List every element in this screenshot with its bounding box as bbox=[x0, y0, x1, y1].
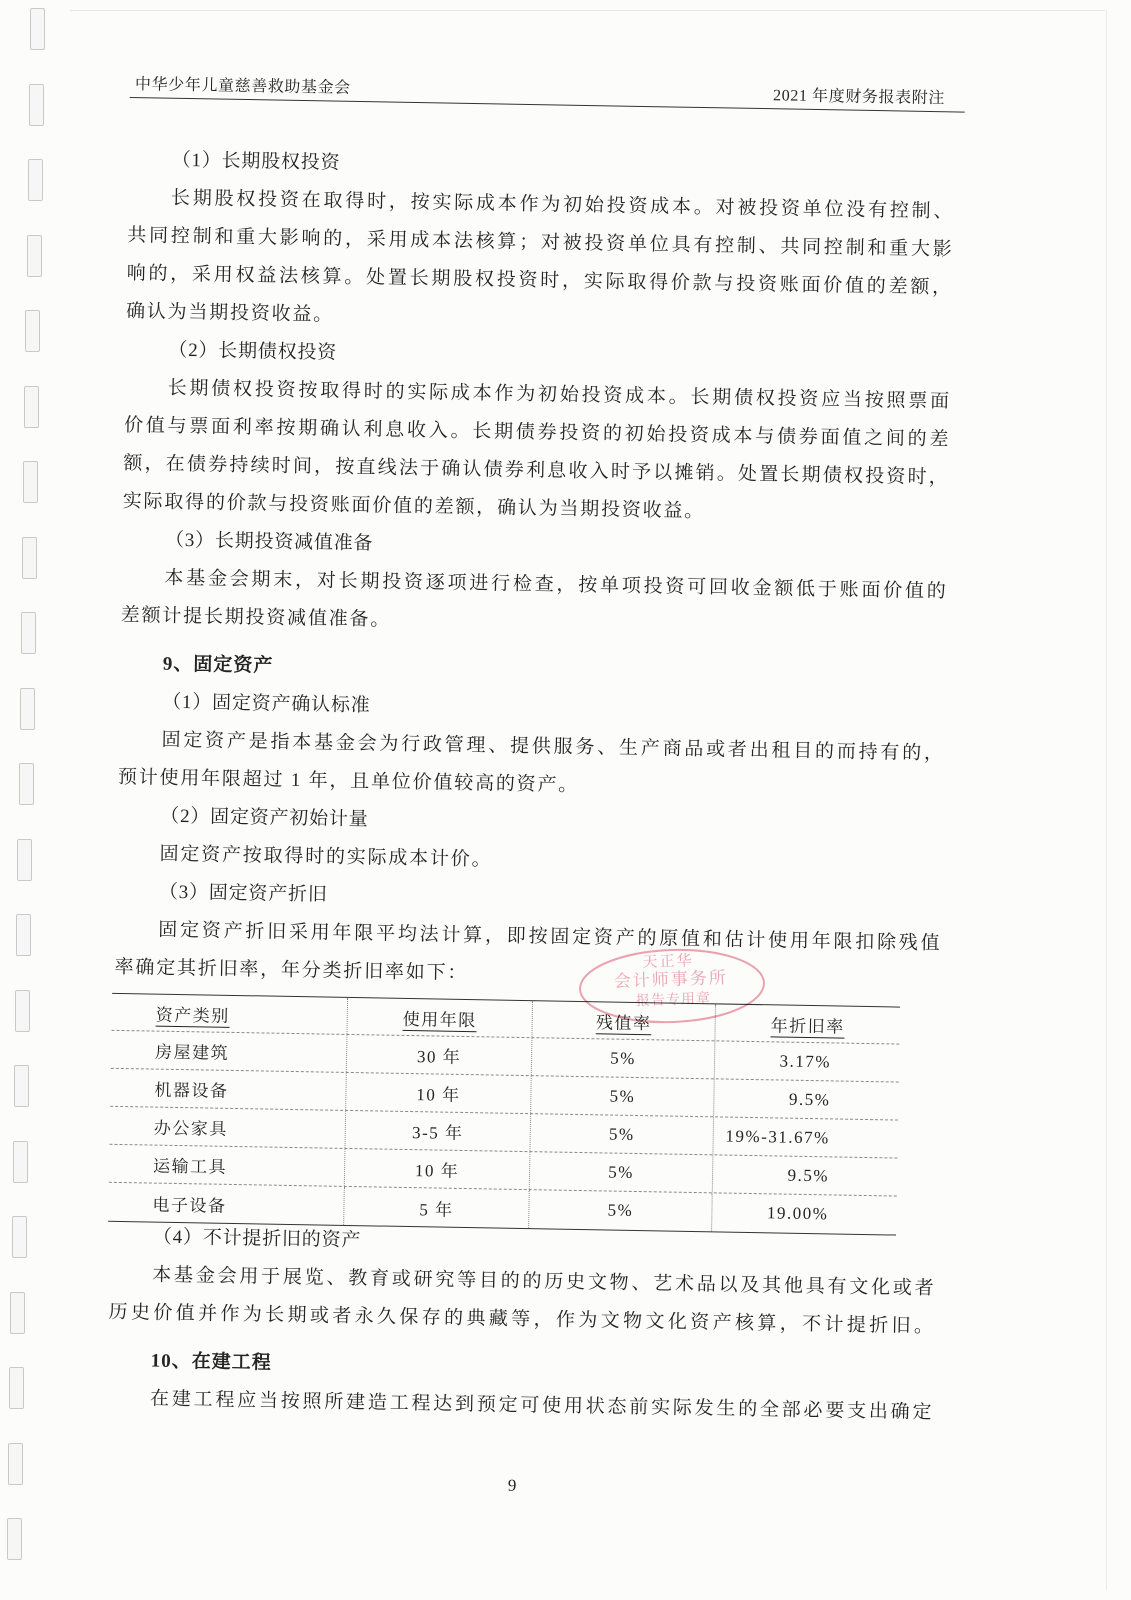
document-body bbox=[107, 141, 954, 1432]
organization-name: 中华少年儿童慈善救助基金会 bbox=[134, 76, 351, 97]
paragraph-line: 固定资产折旧采用年限平均法计算，即按固定资产的原值和估计使用年限扣除残值 bbox=[158, 919, 941, 955]
binding-hole bbox=[20, 688, 35, 730]
paragraph-line: 本基金会期末，对长期投资逐项进行检查，按单项投资可回收金额低于账面价值的 bbox=[164, 567, 947, 603]
binding-hole bbox=[8, 1443, 23, 1485]
paragraph-line: 历史价值并作为长期或者永久保存的典藏等，作为文物文化资产核算，不计提折旧。 bbox=[108, 1301, 934, 1338]
table-cell: 5% bbox=[529, 1152, 713, 1192]
section-equity-investment bbox=[126, 141, 954, 345]
seal-text-top: 天正华 bbox=[642, 953, 694, 972]
section-heading: 9、固定资产 bbox=[162, 653, 274, 677]
scan-edge-right bbox=[1106, 10, 1107, 1590]
paragraph-line: 实际取得的价款与投资账面价值的差额，确认为当期投资收益。 bbox=[122, 490, 706, 523]
report-title: 2021 年度财务报表附注 bbox=[772, 87, 946, 108]
paragraph-line: 预计使用年限超过 1 年，且单位价值较高的资产。 bbox=[117, 766, 580, 796]
binding-hole bbox=[25, 310, 40, 352]
depreciation-rate-table bbox=[108, 993, 900, 1236]
table-cell: 19%-31.67% bbox=[712, 1117, 898, 1157]
column-residual-rate: 残值率 bbox=[595, 1012, 652, 1033]
column-asset-category: 资产类别 bbox=[155, 1005, 230, 1026]
subsection-heading: （1）固定资产确认标准 bbox=[162, 691, 371, 717]
running-header bbox=[130, 72, 965, 113]
subsection-heading: （2）固定资产初始计量 bbox=[160, 805, 369, 831]
binding-hole bbox=[16, 914, 31, 956]
subsection-heading: （4）不计提折旧的资产 bbox=[152, 1226, 362, 1252]
table-header-cell bbox=[112, 994, 348, 1034]
subsection-heading: （2）长期债权投资 bbox=[168, 339, 338, 364]
table-cell: 9.5% bbox=[712, 1155, 898, 1195]
paragraph-line: 差额计提长期投资减值准备。 bbox=[120, 604, 392, 631]
paragraph-line: 长期股权投资在取得时，按实际成本作为初始投资成本。对被投资单位没有控制、 bbox=[170, 187, 954, 223]
table-cell: 19.00% bbox=[711, 1193, 897, 1234]
binding-hole bbox=[27, 235, 42, 277]
binding-hole bbox=[21, 612, 36, 654]
section-heading: 10、在建工程 bbox=[150, 1350, 272, 1374]
paragraph-line: 固定资产是指本基金会为行政管理、提供服务、生产商品或者出租目的而持有的， bbox=[161, 729, 944, 765]
table-cell: 办公家具 bbox=[153, 1118, 228, 1139]
subsection-heading: （3）长期投资减值准备 bbox=[164, 529, 374, 555]
table-cell: 5% bbox=[530, 1076, 714, 1116]
binding-hole bbox=[13, 1141, 28, 1183]
paragraph-line: 率确定其折旧率，年分类折旧率如下： bbox=[114, 956, 469, 985]
paragraph-line: 额，在债券持续时间，按直线法于确认债券利息收入时予以摊销。处置长期债权投资时， bbox=[123, 452, 949, 489]
section-debt-investment bbox=[122, 331, 950, 535]
scan-edge-top bbox=[70, 10, 1105, 11]
paragraph-line: 响的，采用权益法核算。处置长期股权投资时，实际取得价款与投资账面价值的差额， bbox=[126, 262, 952, 299]
paragraph-line: 长期债权投资按取得时的实际成本作为初始投资成本。长期债权投资应当按照票面 bbox=[167, 377, 950, 413]
binding-hole bbox=[23, 461, 38, 503]
table-cell: 5% bbox=[531, 1038, 715, 1078]
binding-hole bbox=[12, 1216, 27, 1258]
binding-hole bbox=[22, 537, 37, 579]
paragraph-line: 确认为当期投资收益。 bbox=[125, 300, 335, 326]
binding-hole bbox=[24, 386, 39, 428]
binding-hole bbox=[29, 84, 44, 126]
binding-holes bbox=[0, 0, 60, 1600]
binding-hole bbox=[30, 8, 45, 50]
table-cell: 3-5 年 bbox=[344, 1111, 530, 1151]
binding-hole bbox=[9, 1367, 24, 1409]
seal-group bbox=[579, 947, 765, 1025]
auditor-seal-stamp bbox=[575, 945, 770, 1030]
document-page bbox=[75, 49, 980, 1524]
subsection-heading: （1）长期股权投资 bbox=[171, 149, 341, 174]
binding-hole bbox=[19, 763, 34, 805]
table-cell: 机器设备 bbox=[154, 1080, 229, 1101]
column-useful-life: 使用年限 bbox=[402, 1009, 477, 1030]
paragraph-line: 固定资产按取得时的实际成本计价。 bbox=[159, 843, 493, 871]
table-cell: 5 年 bbox=[343, 1187, 529, 1228]
subsection-heading: （3）固定资产折旧 bbox=[158, 881, 328, 906]
table-cell: 运输工具 bbox=[152, 1156, 228, 1177]
page-number: 9 bbox=[507, 1475, 517, 1495]
table-cell: 房屋建筑 bbox=[154, 1042, 230, 1063]
binding-hole bbox=[15, 990, 30, 1032]
section-construction-in-progress bbox=[107, 1342, 933, 1432]
section-fixed-assets bbox=[108, 645, 945, 1346]
table-cell: 30 年 bbox=[346, 1035, 532, 1075]
table-cell: 5% bbox=[528, 1190, 712, 1231]
table-cell: 9.5% bbox=[713, 1079, 899, 1119]
binding-hole bbox=[7, 1518, 22, 1560]
seal-text-bottom: 报告专用章 bbox=[635, 991, 712, 1010]
binding-hole bbox=[14, 1065, 29, 1107]
binding-hole bbox=[10, 1292, 25, 1334]
table-cell: 电子设备 bbox=[152, 1195, 227, 1216]
section-investment-impairment bbox=[120, 521, 947, 649]
subsection-non-depreciable bbox=[108, 1218, 935, 1346]
paragraph-line: 本基金会用于展览、教育或研究等目的的历史文物、艺术品以及其他具有文化或者 bbox=[152, 1264, 935, 1300]
paragraph-line: 价值与票面利率按期确认利息收入。长期债券投资的初始投资成本与债券面值之间的差 bbox=[123, 414, 950, 451]
column-annual-depreciation-rate: 年折旧率 bbox=[770, 1015, 845, 1037]
table-cell: 10 年 bbox=[344, 1149, 530, 1189]
paragraph-line: 共同控制和重大影响的，采用成本法核算；对被投资单位具有控制、共同控制和重大影 bbox=[127, 224, 953, 261]
table-cell: 10 年 bbox=[345, 1073, 531, 1113]
table-cell: 3.17% bbox=[714, 1041, 900, 1081]
seal-text-middle: 会计师事务所 bbox=[613, 968, 729, 992]
table-cell: 5% bbox=[529, 1114, 713, 1154]
table-header-cell bbox=[346, 998, 532, 1037]
binding-hole bbox=[17, 839, 32, 881]
binding-hole bbox=[28, 159, 43, 201]
paragraph-line: 在建工程应当按照所建造工程达到预定可使用状态前实际发生的全部必要支出确定 bbox=[149, 1388, 933, 1424]
